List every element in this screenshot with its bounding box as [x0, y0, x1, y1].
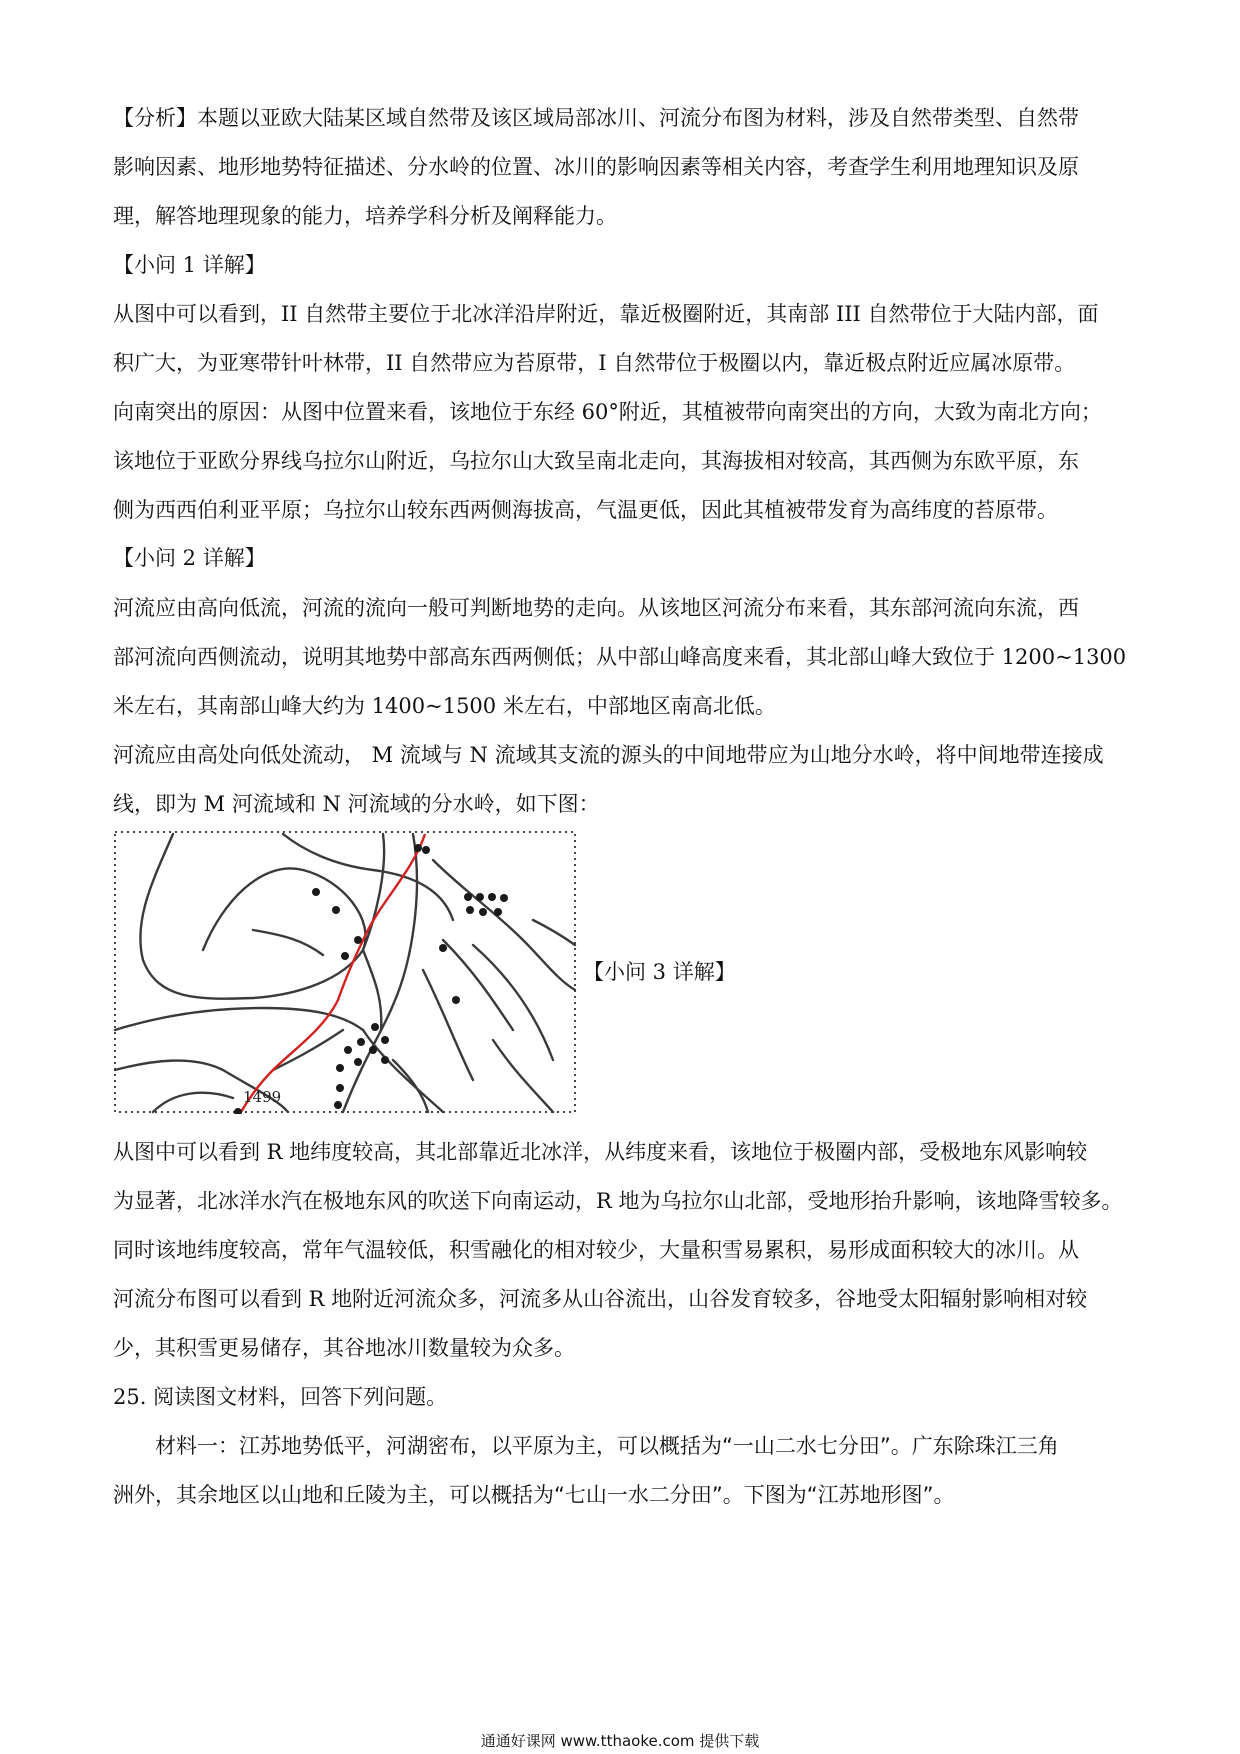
q2-line-3: 米左右，其南部山峰大约为 1400~1500 米左右，中部地区南高北低。	[113, 694, 776, 718]
q2-line-5: 线，即为 M 河流域和 N 河流域的分水岭，如下图：	[113, 792, 600, 816]
analysis-line-1: 【分析】本题以亚欧大陆某区域自然带及该区域局部冰川、河流分布图为材料，涉及自然带类型、自然带	[113, 106, 1079, 130]
q3-line-1: 从图中可以看到 R 地纬度较高，其北部靠近北冰洋，从纬度来看，该地位于极圈内部，受极地东风影响较	[113, 1140, 1088, 1164]
glacier-dots	[234, 844, 508, 1114]
q3-line-3: 同时该地纬度较高，常年气温较低，积雪融化的相对较少，大量积雪易累积，易形成面积较大的冰川。从	[113, 1238, 1079, 1262]
page-footer: 通通好课网 www.tthaoke.com 提供下载	[480, 1732, 760, 1750]
q1-line-3: 向南突出的原因：从图中位置来看，该地位于东经 60°附近，其植被带向南突出的方向，大致为南北方向；	[113, 400, 1102, 424]
watershed-map-figure	[113, 830, 577, 1114]
q3-line-5: 少，其积雪更易储存，其谷地冰川数量较为众多。	[113, 1336, 575, 1360]
q2-line-1: 河流应由高向低流，河流的流向一般可判断地势的走向。从该地区河流分布来看，其东部河流向东流，西	[113, 596, 1079, 620]
q25-material-line-2: 洲外，其余地区以山地和丘陵为主，可以概括为“七山一水二分田”。下图为“江苏地形图”。	[113, 1483, 955, 1507]
q2-heading: 【小问 2 详解】	[113, 546, 266, 570]
q1-line-4: 该地位于亚欧分界线乌拉尔山附近，乌拉尔山大致呈南北走向，其海拔相对较高，其西侧为东欧平原，东	[113, 449, 1079, 473]
analysis-line-3: 理，解答地理现象的能力，培养学科分析及阐释能力。	[113, 204, 617, 228]
q1-line-1: 从图中可以看到，II 自然带主要位于北冰洋沿岸附近，靠近极圈附近，其南部 III 自然带位于大陆内部，面	[113, 302, 1099, 326]
map-frame	[115, 832, 575, 1112]
analysis-line-2: 影响因素、地形地势特征描述、分水岭的位置、冰川的影响因素等相关内容，考查学生利用地理知识及原	[113, 155, 1079, 179]
q3-line-4: 河流分布图可以看到 R 地附近河流众多，河流多从山谷流出，山谷发育较多，谷地受太阳辐射影响相对较	[113, 1287, 1088, 1311]
q2-line-4: 河流应由高处向低处流动， M 流域与 N 流域其支流的源头的中间地带应为山地分水岭，将中间地带连接成	[113, 743, 1104, 767]
watershed-map	[113, 830, 577, 1114]
rivers	[115, 834, 575, 1112]
q25-material-line-1: 材料一：江苏地势低平，河湖密布，以平原为主，可以概括为“一山二水七分田”。广东除珠江三角	[155, 1434, 1059, 1458]
q1-heading: 【小问 1 详解】	[113, 253, 266, 277]
q25-title: 25. 阅读图文材料，回答下列问题。	[113, 1385, 448, 1409]
q3-heading: 【小问 3 详解】	[583, 960, 736, 984]
q3-line-2: 为显著，北冰洋水汽在极地东风的吹送下向南运动，R 地为乌拉尔山北部，受地形抬升影响，该地降雪较多。	[113, 1189, 1123, 1213]
q1-line-5: 侧为西西伯利亚平原；乌拉尔山较东西两侧海拔高，气温更低，因此其植被带发育为高纬度的苔原带。	[113, 498, 1058, 522]
q1-line-2: 积广大，为亚寒带针叶林带，II 自然带应为苔原带，I 自然带位于极圈以内，靠近极点附近应属冰原带。	[113, 351, 1076, 375]
q2-line-2: 部河流向西侧流动，说明其地势中部高东西两侧低；从中部山峰高度来看，其北部山峰大致位于 1200~1300	[113, 645, 1127, 669]
elevation-label: 1499	[243, 1088, 282, 1106]
